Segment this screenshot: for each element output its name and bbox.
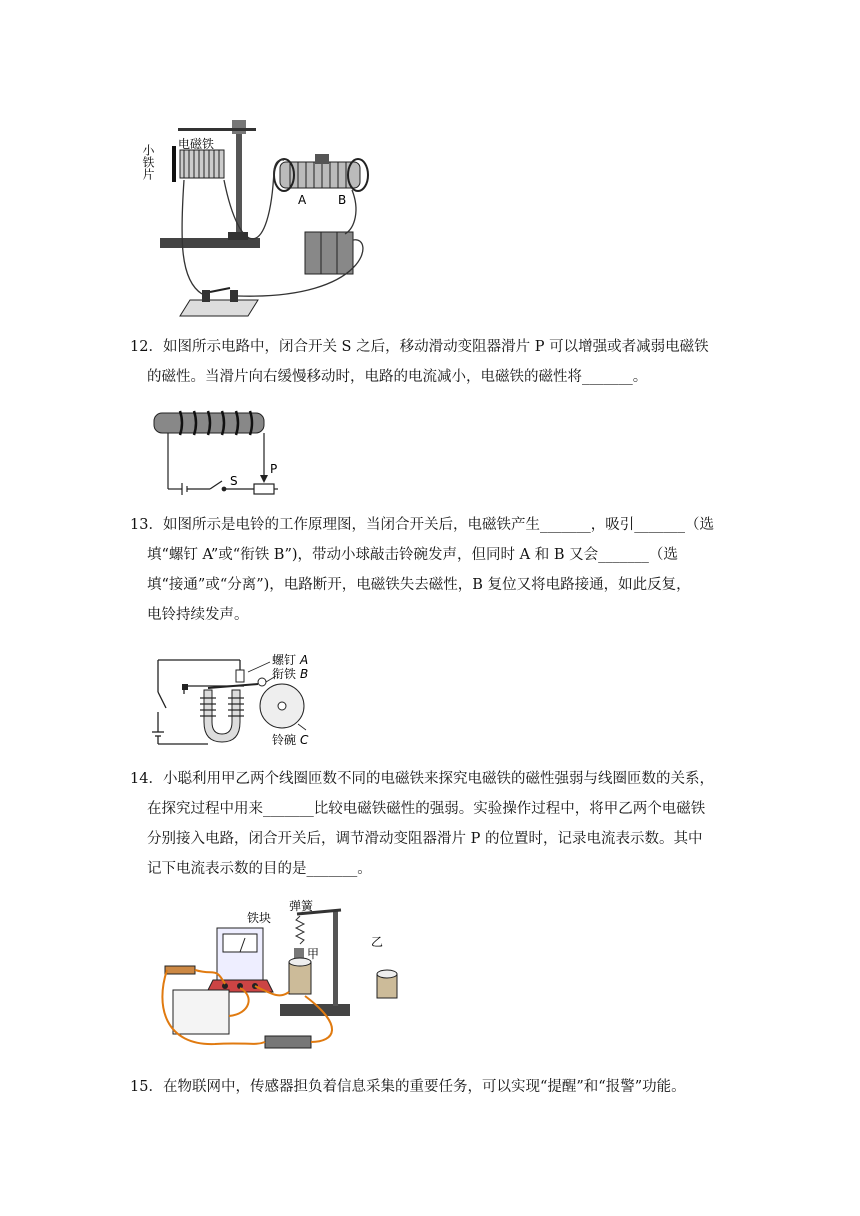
fig11-label-a: A [298,193,307,207]
question-text-line: 如图所示电路中，闭合开关 S 之后，移动滑动变阻器滑片 P 可以增强或者减弱电磁铁 [162,339,709,355]
fig11-label-electromagnet: 电磁铁 [178,137,215,151]
fig13-label-screw: 螺钉 [272,653,297,667]
question-text-line: 在探究过程中用来_______比较电磁铁磁性的强弱。实验操作过程中，将甲乙两个电磁铁 [147,801,706,817]
fig13-label-screw-letter: A [300,653,309,667]
fig14-label-iron-block: 铁块 [247,911,272,925]
question-number: 13． [130,517,163,533]
question-text-line: 如图所示是电铃的工作原理图，当闭合开关后，电磁铁产生_______，吸引_______（选 [162,517,714,533]
question-text-line: 电铃持续发声。 [147,607,249,623]
question-12 [130,332,730,392]
figure-q11-electromagnet-setup [140,110,390,320]
question-number: 14． [130,771,163,787]
question-text-line: 的磁性。当滑片向右缓慢移动时，电路的电流减小，电磁铁的磁性将_______。 [147,369,648,385]
question-text-line: 填“螺钉 A”或“衔铁 B”)，带动小球敲击铃碗发声，但同时 A 和 B 又会_______（选 [147,547,678,563]
fig12-label-s: S [230,474,238,488]
question-text-line: 小聪利用甲乙两个线圈匝数不同的电磁铁来探究电磁铁的磁性强弱与线圈匝数的关系， [162,771,714,787]
question-number: 15． [130,1079,163,1095]
figure-q14-experiment-setup [155,896,415,1061]
question-number: 12． [130,339,163,355]
question-13 [130,510,730,630]
fig12-label-p: P [270,462,278,476]
fig11-label-small-iron: 小铁片 [141,144,155,180]
question-text-line: 在物联网中，传感器担负着信息采集的重要任务，可以实现“提醒”和“报警”功能。 [162,1079,686,1095]
figure-q13-electric-bell [148,650,328,750]
fig14-label-spring: 弹簧 [289,899,314,913]
fig13-label-bell: 铃碗 [272,733,297,747]
fig11-label-b: B [338,193,347,207]
question-text-line: 填“接通”或“分离”)，电路断开，电磁铁失去磁性，B 复位又将电路接通，如此反复， [147,577,691,593]
figure-q12-solenoid-circuit [150,405,290,497]
fig13-label-armature: 衔铁 [272,667,297,681]
fig14-label-jia: 甲 [307,947,320,961]
fig13-label-armature-letter: B [300,667,309,681]
fig14-label-yi: 乙 [371,935,384,949]
question-text-line: 分别接入电路，闭合开关后，调节滑动变阻器滑片 P 的位置时，记录电流表示数。其中 [147,831,703,847]
question-14 [130,764,730,884]
question-text-line: 记下电流表示数的目的是_______。 [147,861,372,877]
fig13-label-bell-letter: C [300,733,309,747]
question-15 [130,1072,730,1102]
